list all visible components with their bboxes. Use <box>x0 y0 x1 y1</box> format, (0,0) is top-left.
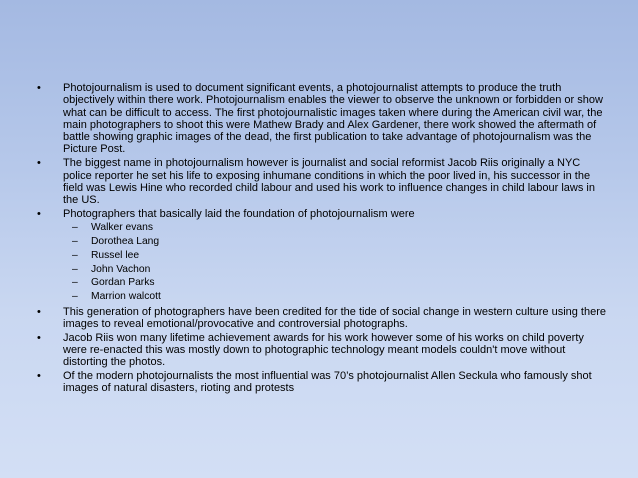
bullet-item <box>0 332 638 369</box>
photographer-item <box>63 290 606 304</box>
photographer-name: Walker evans <box>91 222 153 234</box>
bullet-text: This generation of photographers have been credited for the tide of social change in western culture using there images to reveal emotional/provocative and controversial photographs. <box>63 305 607 330</box>
photographer-item <box>63 263 606 277</box>
bullet-item <box>0 208 638 304</box>
photographer-name: Dorothea Lang <box>91 236 160 248</box>
dash-marker: – <box>72 263 78 275</box>
dash-marker: – <box>72 236 78 248</box>
dash-marker: – <box>72 291 78 303</box>
bullet-marker: • <box>37 370 41 383</box>
bullet-text: The biggest name in photojournalism however is journalist and social reformist Jacob Riis originally a NYC police reporter he set his life to exposing inhumane conditions in which the poor lived in, his successor in the field was Lewis Hine who recorded child labour and used his work to influence changes in child labour laws in the US. <box>63 157 595 207</box>
photographer-name: Gordan Parks <box>91 277 155 289</box>
photographer-name: Russel lee <box>91 249 140 261</box>
bullet-item <box>0 370 638 395</box>
bullet-marker: • <box>37 305 41 318</box>
photographer-name: Marrion walcott <box>91 291 161 303</box>
photographer-name: John Vachon <box>91 263 151 275</box>
photographer-item <box>63 249 606 263</box>
bullet-marker: • <box>37 207 41 220</box>
bullet-text: Photojournalism is used to document significant events, a photojournalist attempts to produce the truth objectively within there work. Photojournalism enables the viewer to observe the unknown or forbidden or show what can be difficult to access. The first photojournalistic images taken where during the American civil war, the main photographers to shoot this were Mathew Brady and Alex Gardener, there work showed the aftermath of battle showing graphic images of the dead, the first publication to take advantage of photojournalism was the Picture Post. <box>63 82 603 156</box>
photographer-item <box>63 221 606 235</box>
photographer-item <box>63 235 606 249</box>
bullet-marker: • <box>37 331 41 344</box>
bullet-text: Jacob Riis won many lifetime achievement awards for his work however some of his works on child poverty were re-enacted this was mostly down to photographic technology meant models couldn't move without distorting the photos. <box>63 331 584 369</box>
dash-marker: – <box>72 222 78 234</box>
bullet-marker: • <box>37 157 41 170</box>
bullet-list <box>0 82 638 396</box>
bullet-item <box>0 157 638 206</box>
bullet-item <box>0 82 638 156</box>
photographer-list <box>63 221 606 304</box>
dash-marker: – <box>72 277 78 289</box>
bullet-text: Of the modern photojournalists the most influential was 70’s photojournalist Allen Seckula who famously shot images of natural disasters, rioting and protests <box>63 370 592 395</box>
bullet-text: Photographers that basically laid the foundation of photojournalism were <box>63 207 415 220</box>
bullet-item <box>0 306 638 331</box>
dash-marker: – <box>72 249 78 261</box>
bullet-marker: • <box>37 82 41 94</box>
photographer-item <box>63 276 606 290</box>
